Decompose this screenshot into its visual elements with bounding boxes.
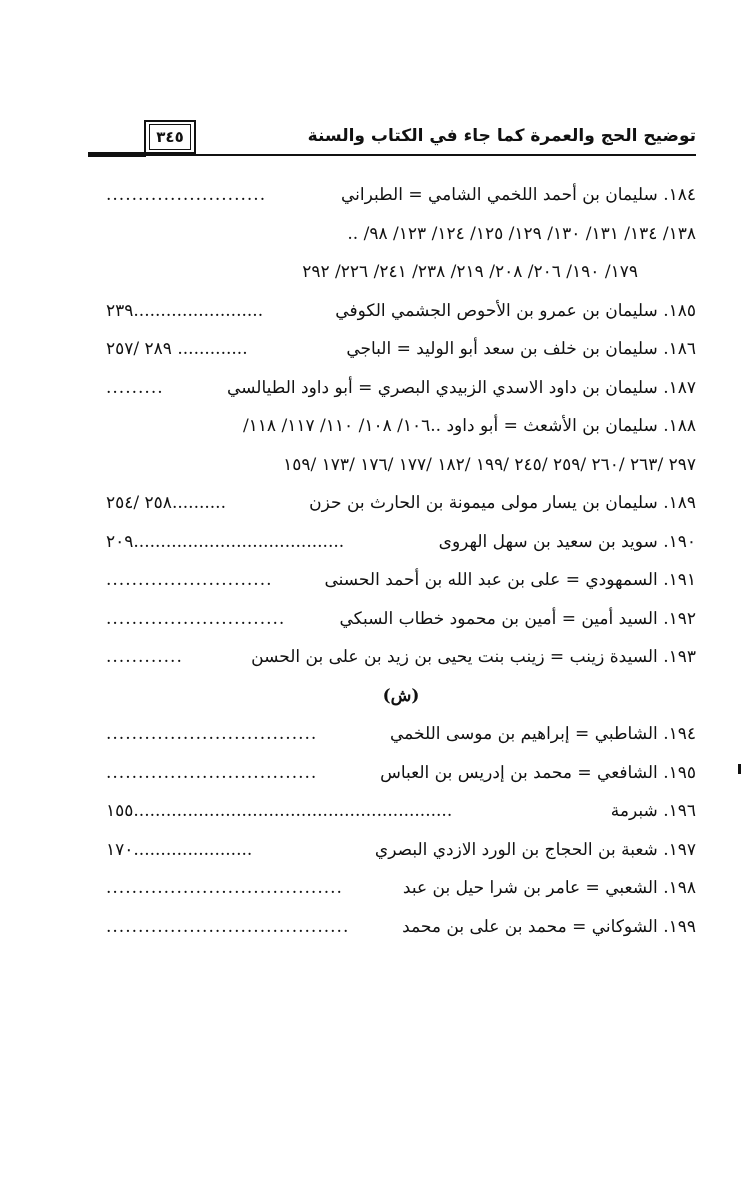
- margin-mark: [738, 764, 741, 774]
- entry-193: ١٩٣. السيدة زينب = زينب بنت يحيى بن زيد بن على بن الحسن ............: [106, 647, 696, 667]
- entry-194: ١٩٤. الشاطبي = إبراهيم بن موسى اللخمي .................................: [106, 724, 696, 744]
- entry-197: ١٩٧. شعبة بن الحجاج بن الورد الازدي البصري ١٧٠......................: [106, 839, 696, 860]
- entry-184: ١٨٤. سليمان بن أحمد اللخمي الشامي = الطبراني .........................: [106, 185, 696, 205]
- entry-198: ١٩٨. الشعبي = عامر بن شرا حيل بن عبد .....................................: [106, 878, 696, 898]
- entry-184-pages-2: ١٧٩/ ١٩٠/ ٢٠٦/ ٢٠٨/ ٢١٩/ ٢٣٨/ ٢٤١/ ٢٢٦/ ٢٩٢: [302, 262, 638, 282]
- entry-186: ١٨٦. سليمان بن خلف بن سعد أبو الوليد = الباجي ٢٨٩ /٢٥٧ .............: [106, 339, 696, 359]
- entry-184-pages-1: ١٣٨/ ١٣٤/ ١٣١/ ١٣٠/ ١٢٩/ ١٢٥/ ١٢٤/ ١٢٣/ ٩٨/ ..: [347, 223, 696, 244]
- entry-188: ١٨٨. سليمان بن الأشعث = أبو داود ..١٠٦/ ١٠٨/ ١١٠/ ١١٧/ ١١٨/: [242, 416, 696, 436]
- running-title: توضيح الحج والعمرة كما جاء في الكتاب والسنة: [307, 126, 696, 146]
- entry-199: ١٩٩. الشوكاني = محمد بن على بن محمد ......................................: [106, 916, 696, 937]
- index-entries: [106, 176, 696, 946]
- entry-195: ١٩٥. الشافعي = محمد بن إدريس بن العباس .................................: [106, 762, 696, 783]
- section-heading: (ش): [382, 685, 420, 706]
- page-number-box: [144, 120, 196, 154]
- entry-187: ١٨٧. سليمان بن داود الاسدي الزبيدي البصري = أبو داود الطيالسي .........: [106, 377, 696, 398]
- entry-191: ١٩١. السمهودي = على بن عبد الله بن أحمد الحسنى ..........................: [106, 570, 696, 590]
- entry-192: ١٩٢. السيد أمين = أمين بن محمود خطاب السبكي ............................: [106, 608, 696, 629]
- header-rule: [88, 154, 696, 156]
- page-number: ٣٤٥: [149, 124, 191, 150]
- entry-190: ١٩٠. سويد بن سعيد بن سهل الهروى ٢٠٩.......................................: [106, 531, 696, 552]
- entry-196: ١٩٦. شبرمة ١٥٥...........................................................: [106, 801, 696, 821]
- entry-185: ١٨٥. سليمان بن عمرو بن الأحوص الجشمي الكوفي ٢٣٩........................: [106, 300, 696, 321]
- entry-188-pages: ٢٩٧ /٢٦٣ /٢٦٠ /٢٥٩ /٢٤٥ /١٩٩ /١٨٢ /١٧٧ /١٧٦ /١٧٣ /١٥٩: [283, 454, 696, 475]
- page-header: [88, 112, 696, 160]
- entry-189: ١٨٩. سليمان بن يسار مولى ميمونة بن الحارث بن حزن ٢٥٨ /٢٥٤..........: [106, 493, 696, 513]
